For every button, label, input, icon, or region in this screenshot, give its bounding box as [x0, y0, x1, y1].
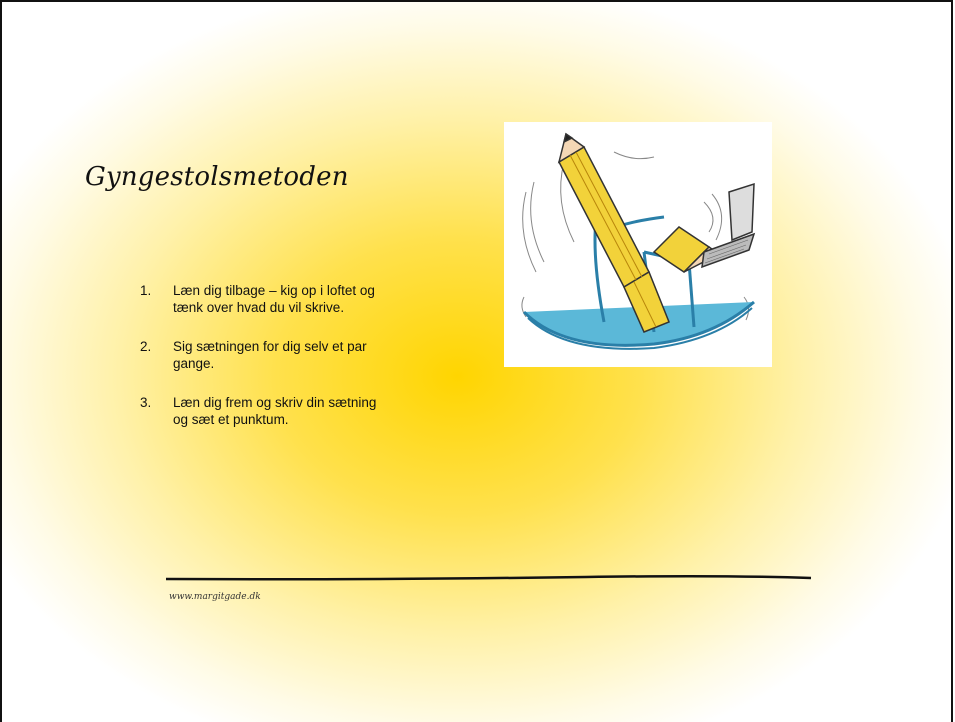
list-item	[140, 338, 400, 372]
rocking-chair-illustration	[504, 122, 772, 367]
step-text: Sig sætningen for dig selv et par gange.	[173, 339, 367, 371]
step-number: 1.	[140, 283, 152, 298]
step-text: Læn dig frem og skriv din sætning og sæt et punktum.	[173, 395, 377, 427]
rocking-chair-pencil-icon	[504, 122, 772, 367]
step-text: Læn dig tilbage – kig op i loftet og tænk over hvad du vil skrive.	[173, 283, 375, 315]
step-number: 2.	[140, 339, 152, 354]
steps-list	[140, 282, 400, 450]
list-item	[140, 394, 400, 428]
slide-title: Gyngestolsmetoden	[85, 162, 349, 192]
divider-line	[166, 574, 816, 584]
step-number: 3.	[140, 395, 152, 410]
footer-url: www.margitgade.dk	[169, 592, 261, 602]
list-item	[140, 282, 400, 316]
